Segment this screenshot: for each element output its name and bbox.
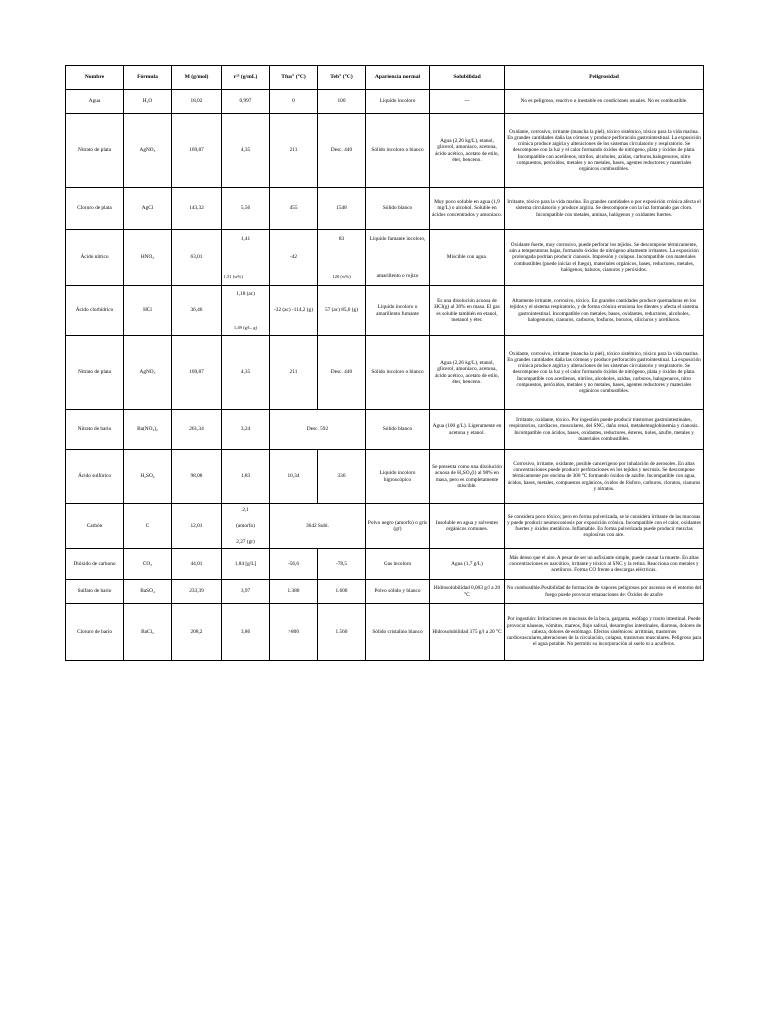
cell-tfus: 211	[270, 114, 318, 188]
cell-peligrosidad: Irritante, oxidante, tóxico. Por ingestión puede producir trastornos gastrointestinales, respiratorios, cardiacos, musculares, del SNC, daño renal, metahemoglobinemia y cianosis. Incompatible con ácidos, bases, oxidantes, reductores, ésteres, tioles, azufre, metales y materiales combustibles.	[505, 410, 704, 450]
cell-formula: Ba(NO₃)₂	[124, 410, 172, 450]
header-peligrosidad: Peligrosidad	[505, 66, 704, 90]
cell-apariencia: Líquido incoloro higroscópico	[366, 450, 430, 504]
cell-densidad: 4,35	[222, 114, 270, 188]
cell-nombre: Dióxido de carbono	[66, 549, 124, 580]
cell-tfus: 0	[270, 90, 318, 114]
cell-densidad: 1,84 [g/L]	[222, 549, 270, 580]
cell-teb: 1548	[318, 188, 366, 230]
cell-tfus: -42	[270, 230, 318, 286]
table-row	[66, 504, 704, 549]
cell-solubilidad: Agua (1,7 g/L)	[430, 549, 505, 580]
densidad-value: 1,18 (ac)	[236, 290, 255, 297]
cell-nombre: Agua	[66, 90, 124, 114]
cell-masa: 44,01	[172, 549, 222, 580]
cell-densidad: 3,24	[222, 410, 270, 450]
cell-formula: AgCl	[124, 188, 172, 230]
cell-peligrosidad: Oxidante, corrosivo, irritante (mancha la piel), tóxico sistémico, tóxico para la vida marina. En grandes cantidades daña las córneas y produce perforación gastrointestinal. La exposición crónica produce argiria y alteraciones de los sistemas circulatorio y respiratorio. Se descompone con la luz y el calor formando óxidos de nitrógeno, plata y óxidos de plata. Incompatible con acetilenos, nitrilos, alcoholes, azidas, carburos, halogenuros, nitro compuestos, peróxidos, metales y no metales, bases, agentes reductores y materiales orgánicos combustibles.	[505, 336, 704, 410]
cell-solubilidad: Agua (2,26 kg/L), etanol, glicerol, amoniaco, acetona, ácido acético, acetato de etilo, éter, benceno.	[430, 114, 505, 188]
header-row	[66, 66, 704, 90]
cell-teb	[318, 230, 366, 286]
header-temp-fusion: Tfus° (°C)	[270, 66, 318, 90]
cell-masa: 63,01	[172, 230, 222, 286]
header-formula: Fórmula	[124, 66, 172, 90]
cell-densidad	[222, 504, 270, 549]
teb-value: 83	[338, 235, 345, 242]
cell-tfus: 211	[270, 336, 318, 410]
cell-solubilidad: Hidrosolubilidad 375 g/l a 20 °C	[430, 604, 505, 661]
cell-masa: 12,01	[172, 504, 222, 549]
cell-solubilidad: Insoluble en agua y solventes orgánicos comunes.	[430, 504, 505, 549]
header-temp-ebullicion: Teb° (°C)	[318, 66, 366, 90]
cell-nombre: Nitrato de plata	[66, 336, 124, 410]
cell-apariencia: Sólido cristalino blanco	[366, 604, 430, 661]
cell-tfus: 455	[270, 188, 318, 230]
cell-formula: AgNO₃	[124, 336, 172, 410]
chemical-properties-table	[65, 65, 704, 661]
cell-peligrosidad: Se considera poco tóxico; pero en forma pulverizada, se le considera irritante de las mucosas y puede producir neumoconiosis por exposición crónica. Incompatible con el calor, oxidantes fuertes y óxidos metálicos. Inflamable. En forma pulverizada puede producir mezclas explosivas con aire.	[505, 504, 704, 549]
cell-teb: 336	[318, 450, 366, 504]
cell-formula: H₂O	[124, 90, 172, 114]
cell-tfus-teb: 3642 Subl.	[270, 504, 366, 549]
cell-masa: 36,46	[172, 286, 222, 336]
cell-formula: H₂SO₄	[124, 450, 172, 504]
header-densidad: r²⁵ (g/mL)	[222, 66, 270, 90]
table-row	[66, 336, 704, 410]
densidad-value: 1,41	[240, 235, 251, 242]
cell-masa: 169,87	[172, 114, 222, 188]
densidad-note: 1,51 (w%)	[223, 274, 243, 279]
cell-peligrosidad: Oxidante, corrosivo, irritante (mancha la piel), tóxico sistémico, tóxico para la vida marina. En grandes cantidades daña las córneas y produce perforación gastrointestinal. La exposición crónica produce argiria y alteraciones de los sistemas circulatorio y respiratorio. Se descompone con la luz y el calor formando óxidos de nitrógeno, plata y óxidos de plata. Incompatible con acetilenos, nitrilos, alcoholes, azidas, carburos,halogenuros, nitro compuestos, peróxidos, metales y no metales, bases, agentes reductores y materiales orgánicos combustibles.	[505, 114, 704, 188]
cell-teb: 100	[318, 90, 366, 114]
cell-teb: 1.600	[318, 580, 366, 604]
cell-peligrosidad: Más denso que el aire. A pesar de ser un asfixiante simple, puede causar la muerte. En altas concentraciones es narcótico, irritante y tóxico al SNC y la retina. Reacciona con metales y acetiluros. Forma CO frente a descargas eléctricas.	[505, 549, 704, 580]
cell-formula: HNO₃	[124, 230, 172, 286]
teb-note: 120 (w%)	[332, 274, 351, 279]
table-row	[66, 230, 704, 286]
cell-nombre: Ácido sulfúrico	[66, 450, 124, 504]
cell-densidad: 3,86	[222, 604, 270, 661]
table-row	[66, 286, 704, 336]
cell-apariencia: Polvo negro (amorfo) o gris (gr)	[366, 504, 430, 549]
cell-teb: 1.560	[318, 604, 366, 661]
densidad-value: 2,1	[242, 507, 249, 513]
cell-formula: CO₂	[124, 549, 172, 580]
cell-solubilidad: Se presenta como una disolución acuosa de H₂SO₄(l) al 98% en masa, pero es completamente miscible.	[430, 450, 505, 504]
table-row	[66, 604, 704, 661]
header-nombre: Nombre	[66, 66, 124, 90]
table-row	[66, 549, 704, 580]
table-row	[66, 410, 704, 450]
cell-masa: 261,34	[172, 410, 222, 450]
cell-nombre: Sulfato de bario	[66, 580, 124, 604]
cell-apariencia	[366, 230, 430, 286]
cell-masa: 18,02	[172, 90, 222, 114]
cell-peligrosidad: Irritante, tóxico para la vida marina. En grandes cantidades o por exposición crónica afecta el sistema circulatorio y produce argiria. Se descompone con la luz formando gas cloro. Incompatible con metales, aminas, halógenos y oxidantes fuertes.	[505, 188, 704, 230]
cell-densidad: 3,97	[222, 580, 270, 604]
table-row	[66, 114, 704, 188]
cell-peligrosidad: Altamente irritante, corrosivo, tóxico. En grandes cantidades produce quemaduras en los tejidos y el sistema respiratorio, y de forma crónica erosiona los dientes y afecta el sistema gastrointestinal. Incompatible con metales, bases, oxidantes, reductores, alcoholes, halogenuros, cianuros, carburos, fosfuros, boruros, siliciuros y acetiluros.	[505, 286, 704, 336]
cell-masa: 169,87	[172, 336, 222, 410]
cell-apariencia: Gas incoloro	[366, 549, 430, 580]
header-masa-molar: M (g/mol)	[172, 66, 222, 90]
cell-formula: AgNO₃	[124, 114, 172, 188]
cell-densidad: 5,56	[222, 188, 270, 230]
cell-solubilidad: Hidrosolubilidad 0,003 g/l a 20 °C	[430, 580, 505, 604]
cell-peligrosidad: Por ingestión: Irritaciones en mucosas de la boca, garganta, esófago y tracto intestinal. Puede provocar náuseas, vómitos, mareos, flujo salival, desarreglos intestinales, diarreas, dolores de cabeza, dolores de estómago. Efectos sistémicos: arritmias, trastornos cardiovasculares,alteraciones de la circulación, colapso, trastornos musculares. Peligroso para el agua potable. No permitir su incorporación al suelo ni a acuíferos.	[505, 604, 704, 661]
cell-peligrosidad: No es peligroso, reactivo o inestable en condiciones usuales. No es combustible.	[505, 90, 704, 114]
cell-nombre: Ácido nítrico	[66, 230, 124, 286]
cell-apariencia: Sólido incoloro o blanco	[366, 114, 430, 188]
cell-nombre: Cloruro de plata	[66, 188, 124, 230]
cell-densidad: 4,35	[222, 336, 270, 410]
cell-masa: 98,08	[172, 450, 222, 504]
apariencia-line-1: Líquido fumante incoloro,	[369, 235, 426, 242]
cell-teb: Desc. 440	[318, 336, 366, 410]
cell-formula: C	[124, 504, 172, 549]
cell-teb: 57 (ac) 85,0 (g)	[318, 286, 366, 336]
cell-solubilidad: ---	[430, 90, 505, 114]
table-row	[66, 90, 704, 114]
cell-densidad	[222, 286, 270, 336]
cell-peligrosidad: Corrosivo, irritante, oxidante, posible cancerígeno por inhalación de aerosoles. En altas concentraciones puede producir perforaciones en los tejidos y necrosis. Se descompone térmicamente por encima de 300 °C formando óxidos de azufre. Incompatible con agua, ácidos, bases, metales, compuestos orgánicos, óxidos de fósforo, carburos, cloratos, cianuros y nitratos.	[505, 450, 704, 504]
cell-apariencia: Sólido blanco	[366, 410, 430, 450]
cell-tfus: -32 (ac) -114,2 (g)	[270, 286, 318, 336]
densidad-value-gr: 2,27 (gr)	[236, 538, 255, 545]
cell-densidad: 1,83	[222, 450, 270, 504]
cell-teb: -78,5	[318, 549, 366, 580]
cell-solubilidad: Miscible con agua.	[430, 230, 505, 286]
cell-masa: 143,32	[172, 188, 222, 230]
densidad-note: 1,49 (g/L, g)	[233, 325, 258, 330]
cell-apariencia: Líquido incoloro	[366, 90, 430, 114]
cell-tfus-teb: Desc. 592	[270, 410, 366, 450]
cell-apariencia: Sólido incoloro o blanco	[366, 336, 430, 410]
cell-densidad	[222, 230, 270, 286]
cell-formula: BaSO₄	[124, 580, 172, 604]
apariencia-line-2: amarillento o rojizo	[376, 273, 419, 280]
header-apariencia: Apariencia normal	[366, 66, 430, 90]
cell-formula: BaCl₂	[124, 604, 172, 661]
cell-solubilidad: Agua (100 g/L). Ligeramente en acetona y etanol.	[430, 410, 505, 450]
chemical-properties-sheet	[65, 65, 702, 661]
densidad-form: (amorfo)	[236, 522, 255, 529]
cell-apariencia: Polvo sólido y blanco	[366, 580, 430, 604]
cell-peligrosidad: Oxidante fuerte, muy corrosivo, puede perforar los tejidos. Se descompone térmicamente, aún a temperaturas bajas, formando óxidos de nitrógeno altamente irritantes. La exposición prolongada podrían producir cianosis. Impresión y colapso. Incompatible con materiales combustibles (puede iniciar el fuego), materiales orgánicos, bases, reductores, metales, halógenos, haluros, cianuros y peróxidos.	[505, 230, 704, 286]
cell-formula: HCl	[124, 286, 172, 336]
cell-nombre: Nitrato de bario	[66, 410, 124, 450]
cell-apariencia: Líquido incoloro o amarillento fumante	[366, 286, 430, 336]
cell-tfus: 10,34	[270, 450, 318, 504]
cell-masa: 233,39	[172, 580, 222, 604]
cell-nombre: Cloruro de bario	[66, 604, 124, 661]
cell-tfus: >800	[270, 604, 318, 661]
cell-nombre: Carbón	[66, 504, 124, 549]
cell-tfus: 1.380	[270, 580, 318, 604]
cell-teb: Desc. 440	[318, 114, 366, 188]
cell-nombre: Nitrato de plata	[66, 114, 124, 188]
cell-peligrosidad: No combustible.Posibilidad de formación de vapores peligrosos por ascenso en el entorno del fuego puede provocar emanaciones de: Óxidos de azufre	[505, 580, 704, 604]
header-solubilidad: Solubilidad	[430, 66, 505, 90]
cell-densidad: 0,997	[222, 90, 270, 114]
table-row	[66, 188, 704, 230]
cell-nombre: Ácido clorhídrico	[66, 286, 124, 336]
cell-masa: 208,2	[172, 604, 222, 661]
cell-solubilidad: Agua (2,26 kg/L), etanol, glicerol, amoniaco, acetona, ácido acético, acetato de etilo, éter, benceno.	[430, 336, 505, 410]
cell-apariencia: Sólido blanco	[366, 188, 430, 230]
table-row	[66, 580, 704, 604]
cell-solubilidad: Es una disolución acuosa de HCl(g) al 38% en masa. El gas es soluble también en etanol, metanol y éter.	[430, 286, 505, 336]
cell-solubilidad: Muy poco soluble en agua (1,9 mg/L) o alcohol. Soluble en ácidos concentrados y amoniaco.	[430, 188, 505, 230]
table-row	[66, 450, 704, 504]
cell-tfus: -56,6	[270, 549, 318, 580]
